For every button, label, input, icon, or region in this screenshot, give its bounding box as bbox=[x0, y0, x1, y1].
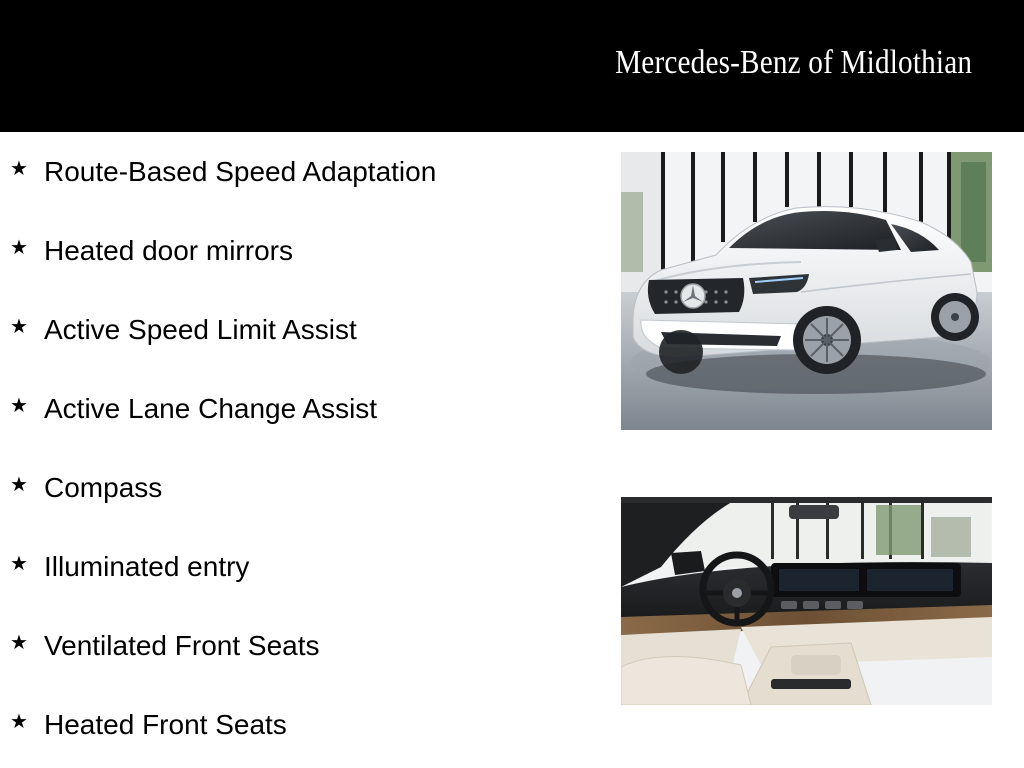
header-bar bbox=[0, 0, 1024, 132]
feature-item bbox=[10, 310, 357, 350]
feature-label: Heated door mirrors bbox=[44, 235, 293, 266]
feature-item bbox=[10, 547, 249, 587]
vehicle-interior-photo bbox=[621, 497, 992, 705]
dealer-brand-title: Mercedes-Benz of Midlothian bbox=[614, 44, 972, 81]
star-icon: ★ bbox=[10, 395, 28, 417]
feature-label: Ventilated Front Seats bbox=[44, 630, 320, 661]
feature-label: Active Lane Change Assist bbox=[44, 393, 378, 424]
vehicle-exterior-photo bbox=[621, 152, 992, 430]
feature-item bbox=[10, 389, 377, 429]
feature-label: Compass bbox=[44, 472, 163, 503]
feature-label: Active Speed Limit Assist bbox=[44, 314, 357, 345]
star-icon: ★ bbox=[10, 158, 28, 180]
feature-label: Heated Front Seats bbox=[44, 709, 287, 740]
star-icon: ★ bbox=[10, 632, 28, 654]
feature-label: Route-Based Speed Adaptation bbox=[44, 156, 437, 187]
feature-item bbox=[10, 468, 162, 508]
star-icon: ★ bbox=[10, 711, 28, 733]
star-icon: ★ bbox=[10, 237, 28, 259]
suv-coupe-illustration bbox=[621, 152, 992, 430]
cabin-interior-illustration bbox=[621, 497, 992, 705]
star-icon: ★ bbox=[10, 474, 28, 496]
feature-item bbox=[10, 705, 287, 745]
feature-item bbox=[10, 231, 293, 271]
star-icon: ★ bbox=[10, 553, 28, 575]
star-icon: ★ bbox=[10, 316, 28, 338]
feature-item bbox=[10, 626, 320, 666]
feature-label: Illuminated entry bbox=[44, 551, 250, 582]
feature-item bbox=[10, 152, 436, 192]
